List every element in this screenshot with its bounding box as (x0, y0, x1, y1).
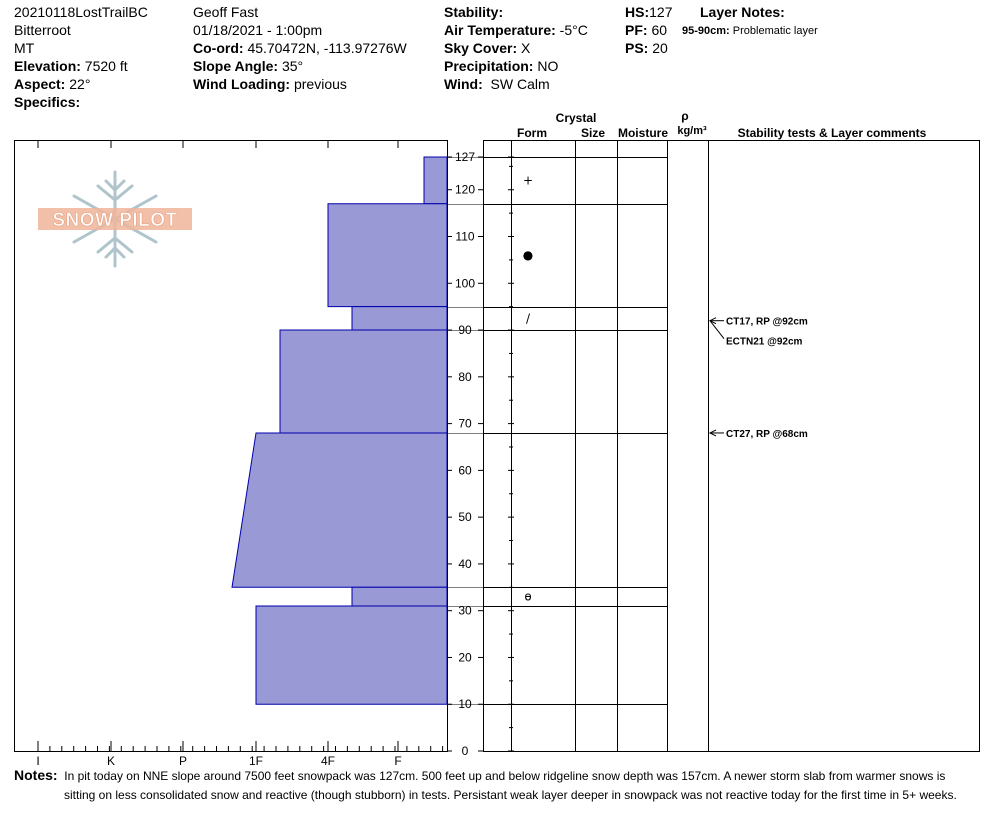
grain-symbols (523, 173, 533, 603)
hs-label: HS: (625, 4, 650, 20)
site-name: 20210118LostTrailBC (14, 4, 148, 20)
test-arrow (710, 321, 724, 339)
stability-label: Stability: (444, 4, 504, 20)
depth-tick-label: 20 (458, 650, 472, 665)
hardness-tick-label: 4F (320, 754, 336, 768)
elevation-label: Elevation: (14, 58, 81, 74)
depth-tick-label: 30 (458, 603, 472, 618)
hardness-layers (232, 157, 447, 704)
depth-axis (447, 150, 514, 758)
depth-tick-label: 90 (458, 323, 472, 338)
layer-note-text: Problematic layer (732, 25, 818, 37)
slope-label: Slope Angle: (193, 58, 279, 74)
depth-tick-label: 60 (458, 463, 472, 478)
rho-header: ρ (681, 109, 689, 123)
observer: Geoff Fast (193, 4, 259, 20)
hardness-tick-label: K (106, 754, 116, 768)
layer-notes-title: Layer Notes: (700, 4, 785, 20)
grain-symbol: ● (522, 248, 534, 263)
hardness-tick-label: 1F (248, 754, 264, 768)
depth-tick-label: 120 (454, 182, 476, 197)
notes-label: Notes: (14, 767, 58, 783)
sky-label: Sky Cover: (444, 40, 518, 56)
hardness-layer (232, 433, 447, 587)
layer-note-range: 95-90cm: (682, 25, 730, 37)
wind-label: Wind: (444, 76, 483, 92)
size-header: Size (580, 126, 606, 140)
depth-tick-label: 40 (458, 556, 472, 571)
air-temp-label: Air Temperature: (444, 22, 556, 38)
ps-label: PS: (625, 40, 649, 56)
hs-value: 127 (649, 4, 673, 20)
precip-label: Precipitation: (444, 58, 534, 74)
moisture-header: Moisture (617, 126, 669, 140)
depth-tick-label: 100 (454, 276, 476, 291)
notes-line-1: In pit today on NNE slope around 7500 feet snowpack was 127cm. 500 feet up and below ridgeline snow depth was 157cm. A newer storm slab from warmer snows is (64, 769, 946, 783)
depth-tick-label: 0 (461, 744, 469, 758)
hardness-tick-label: P (178, 754, 188, 768)
hardness-layer (256, 606, 447, 704)
hardness-layer (352, 307, 447, 330)
hardness-layer (424, 157, 447, 204)
logo-text: SNOW PILOT (52, 210, 178, 231)
slope-value: 35° (281, 58, 304, 74)
density-unit-header: kg/m³ (677, 125, 707, 137)
hardness-layer (280, 330, 447, 433)
column-headers (517, 109, 927, 140)
stability-test-label: CT17, RP @92cm (726, 316, 808, 328)
hardness-layer (328, 204, 447, 307)
coord-value: 45.70472N, -113.97276W (247, 40, 407, 56)
crystal-header: Crystal (555, 111, 597, 125)
notes (14, 766, 984, 805)
air-temp-value: -5°C (559, 22, 588, 38)
sky-value: X (521, 40, 531, 56)
wind-loading-label: Wind Loading: (193, 76, 291, 92)
table-frame (484, 141, 980, 752)
grain-symbol: ө (524, 589, 532, 604)
chart-frame (15, 141, 980, 752)
coord-label: Co-ord: (193, 40, 244, 56)
depth-tick-label: 80 (458, 369, 472, 384)
grain-symbol: / (525, 311, 531, 326)
snowpilot-logo (38, 172, 192, 266)
stability-tests (710, 317, 808, 440)
ps-value: 20 (652, 40, 668, 56)
depth-tick-label: 70 (458, 416, 472, 431)
wind-value: SW Calm (490, 76, 550, 92)
depth-tick-label: 127 (454, 150, 476, 164)
depth-tick-label: 50 (458, 510, 472, 525)
specifics-label: Specifics: (14, 94, 81, 110)
stability-test-label: CT27, RP @68cm (726, 428, 808, 440)
observation-datetime: 01/18/2021 - 1:00pm (193, 22, 323, 38)
hardness-tick-label: F (394, 754, 402, 768)
range-name: Bitterroot (14, 22, 71, 38)
aspect-value: 22° (69, 76, 91, 92)
pf-value: 60 (651, 22, 668, 38)
stability-header: Stability tests & Layer comments (737, 126, 927, 140)
hardness-tick-label: I (36, 754, 40, 768)
stability-test-label: ECTN21 @92cm (726, 336, 803, 348)
form-header: Form (517, 126, 547, 140)
state-name: MT (14, 40, 35, 56)
wind-loading-value: previous (293, 76, 347, 92)
grain-symbol: + (522, 173, 534, 188)
aspect-label: Aspect: (14, 76, 66, 92)
depth-tick-label: 10 (458, 697, 472, 712)
depth-tick-label: 110 (455, 229, 475, 244)
elevation-value: 7520 ft (84, 58, 128, 74)
precip-value: NO (537, 58, 559, 74)
notes-line-2: sitting on less consolidated snow and reactive (though stubborn) in tests. Persistant weak layer deeper in snowpack was not reactive today for the first time in 5+ weeks. (64, 788, 957, 802)
layer-table (447, 140, 709, 751)
hardness-layer (352, 587, 447, 606)
pf-label: PF: (625, 22, 648, 38)
